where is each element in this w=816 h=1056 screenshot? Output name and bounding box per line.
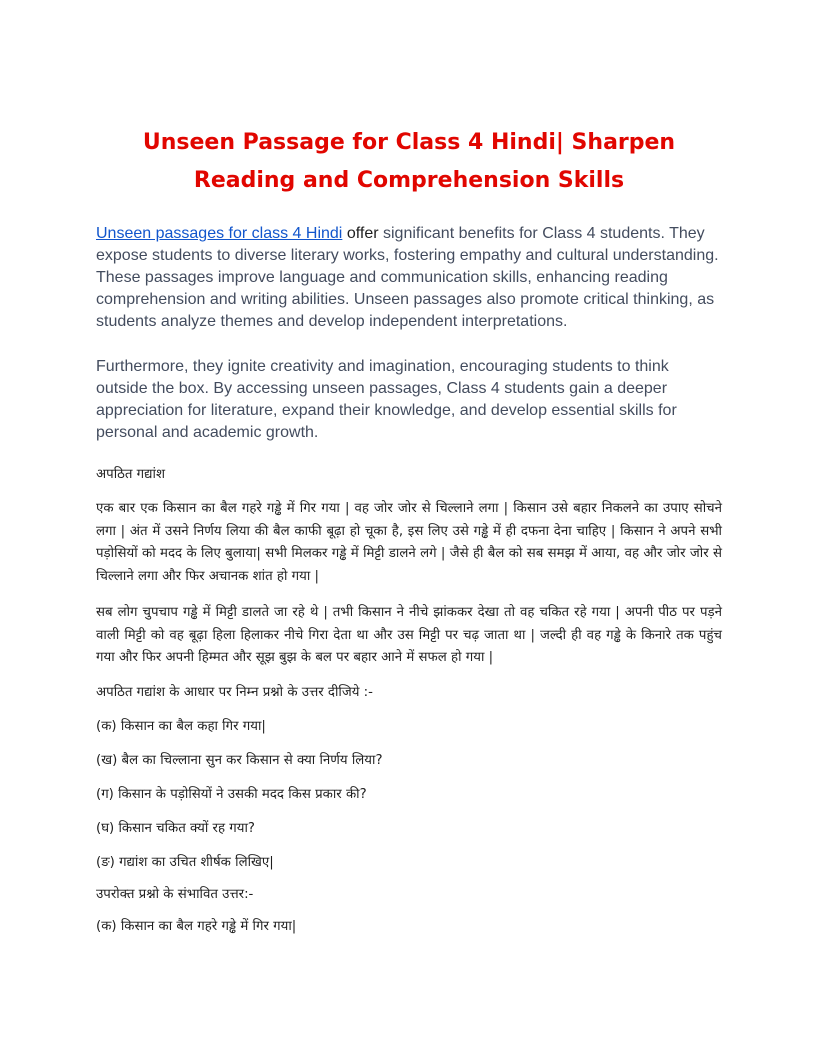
question-item: (ग) किसान के पड़ोसियों ने उसकी मदद किस प्रकार की? [96,787,367,802]
question-item: (क) किसान का बैल कहा गिर गया| [96,719,266,734]
hindi-passage-2: सब लोग चुपचाप गड्ढे में मिट्टी डालते जा रहे थे | तभी किसान ने नीचे झांककर देखा तो वह चकित रहे गया | अपनी पीठ पर पड़ने वाली मिट्टी को वह बूढ़ा हिला हिलाकर नीचे गिरा देता था और उस मिट्टी पर चढ़ जाता था | जल्दी ही वह गड्ढे के किनारे तक पहुंच गया और फिर अपनी हिम्मत और सूझ बुझ के बल पर बहार आने में सफल हो गया | [96,605,722,665]
unseen-passages-link[interactable]: Unseen passages for class 4 Hindi [96,225,343,242]
hindi-passage-1: एक बार एक किसान का बैल गहरे गड्ढे में गिर गया | वह जोर जोर से चिल्लाने लगा | किसान उसे बहार निकलने का उपाए सोचने लगा | अंत में उसने निर्णय लिया की बैल काफी बूढ़ा हो चूका है, इस लिए उसे गड्ढे में ही दफना देना चाहिए | किसान ने अपने सभी पड़ोसियों को मदद के लिए बुलाया| सभी मिलकर गड्ढे में मिट्टी डालने लगे | जैसे ही बैल को सब समझ में आया, वह और जोर जोर से चिल्लाने लगा और फिर अचानक शांत हो गया | [96,501,722,584]
answers-heading: उपरोक्त प्रश्नो के संभावित उत्तर:- [96,887,254,902]
question-instruction: अपठित गद्यांश के आधार पर निम्न प्रश्नो के उत्तर दीजिये :- [96,685,373,700]
answer-item: (क) किसान का बैल गहरे गड्ढे में गिर गया| [96,919,297,934]
hindi-heading: अपठित गद्यांश [96,467,166,482]
intro-paragraph [96,223,722,333]
question-item: (घ) किसान चकित क्यों रह गया? [96,821,255,836]
intro-text: significant benefits for Class 4 students. They expose students to diverse literary works, fostering empathy and cultural understanding. These passages improve language and communication skills, enhancing reading comprehension and writing abilities. Unseen passages also promote critical thinking, as students analyze themes and develop independent interpretations. [96,225,719,330]
offer-word: offer [346,225,379,242]
page-title: Unseen Passage for Class 4 Hindi| Sharpen Reading and Comprehension Skills [142,130,676,193]
question-item: (ङ) गद्यांश का उचित शीर्षक लिखिए| [96,855,274,870]
benefits-paragraph: Furthermore, they ignite creativity and imagination, encouraging students to think outside the box. By accessing unseen passages, Class 4 students gain a deeper appreciation for literature, expand their knowledge, and develop essential skills for personal and academic growth. [96,358,677,441]
question-item: (ख) बैल का चिल्लाना सुन कर किसान से क्या निर्णय लिया? [96,753,383,768]
